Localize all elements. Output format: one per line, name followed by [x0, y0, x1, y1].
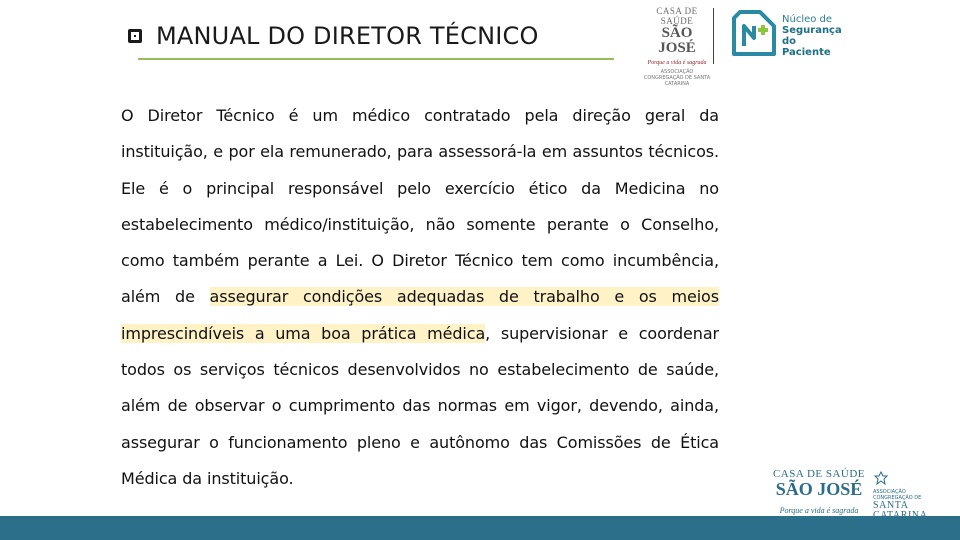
nsp-line: Segurança — [782, 25, 842, 36]
logo-line: SÃO JOSÉ — [775, 479, 863, 499]
logo-tagline: Porque a vida é sagrada — [647, 60, 707, 66]
checkbox-bullet-icon — [128, 29, 142, 43]
associacao-santa-catarina-logo — [873, 470, 933, 521]
casa-de-saude-sao-jose-footer-logo — [769, 468, 869, 515]
nsp-line: Núcleo de — [782, 14, 833, 25]
body-paragraph — [121, 98, 719, 497]
nsp-line: do Paciente — [782, 36, 831, 58]
nsp-emblem-icon — [730, 8, 778, 58]
slide-title-text: MANUAL DO DIRETOR TÉCNICO — [156, 22, 539, 50]
logo-divider — [713, 8, 714, 64]
asc-line: SANTA — [873, 500, 909, 511]
casa-de-saude-sao-jose-logo — [642, 6, 712, 87]
highlighted-text: assegurar condições adequadas de trabalho e os meios imprescindíveis a uma boa prática médica — [121, 287, 719, 343]
crest-icon — [873, 471, 889, 485]
body-text-part2: , supervisionar e coordenar todos os serviços técnicos desenvolvidos no estabelecimento de saúde, além de observar o cumprimento das normas em vigor, devendo, ainda, assegurar o funcionamento pleno e autônomo das Comissões de Ética Médica da instituição. — [121, 323, 720, 488]
title-underline — [138, 58, 614, 60]
logo-subtext: ASSOCIAÇÃO CONGREGAÇÃO DE SANTA CATARINA — [643, 69, 711, 87]
footer-bar — [0, 516, 960, 540]
logo-line: CASA DE SAÚDE — [772, 468, 866, 480]
slide-title — [128, 22, 539, 50]
nucleo-seguranca-paciente-logo — [730, 8, 840, 62]
asc-line: CONGREGAÇÃO DE — [873, 495, 922, 501]
logo-tagline: Porque a vida é sagrada — [779, 506, 859, 515]
logo-line: CASA DE SAÚDE — [656, 6, 698, 26]
logo-line: SÃO JOSÉ — [658, 25, 696, 56]
nsp-text — [782, 14, 842, 58]
asc-line: ASSOCIAÇÃO — [873, 489, 906, 495]
body-text-part1: O Diretor Técnico é um médico contratado pela direção geral da instituição, e por ela remunerado, para assessorá-la em assuntos técnicos. Ele é o principal responsável pelo exercício ético da Medicina no estabelecimento médico/instituição, não somente perante o Conselho, como também perante a Lei. O Diretor Técnico tem como incumbência, além de — [121, 106, 719, 307]
